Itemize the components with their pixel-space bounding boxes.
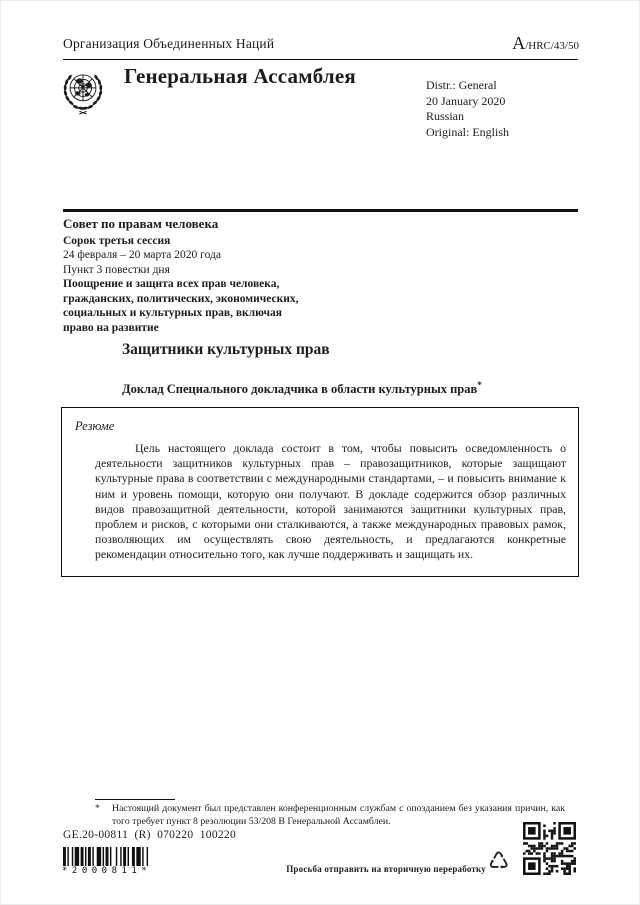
report-title: Защитники культурных прав — [122, 341, 330, 358]
summary-box — [61, 407, 579, 577]
summary-body: Цель настоящего доклада состоит в том, чтобы повысить осведомленность о деятельности защитников культурных прав – правозащитников, которые защищают культурные права в соответствии с международными стандартами, – и повысить внимание к ним и уровень помощи, которую они получают. В докладе содержится обзор различных видов правозащитной деятельности, которой занимаются защитники культурных прав, проблем и рисков, с которыми они сталкиваются, а также международных правовых рамок, позволяющих им осуществлять свою деятельность, и предлагаются конкретные рекомендации относительно того, как лучше поддерживать и защищать их. — [95, 441, 566, 562]
council-name: Совет по правам человека — [63, 216, 219, 231]
report-subtitle — [122, 380, 482, 397]
doc-symbol-letter: A — [512, 33, 526, 53]
doc-symbol-rest: /HRC/43/50 — [525, 40, 579, 52]
un-emblem-icon — [58, 65, 108, 117]
section-divider-rule — [63, 209, 578, 212]
session-block — [63, 217, 307, 335]
footnote-rule — [95, 799, 175, 800]
date-line: 20 January 2020 — [426, 93, 506, 108]
org-name: Организация Объединенных Наций — [63, 36, 275, 51]
doc-symbol — [512, 33, 579, 54]
barcode — [63, 847, 151, 866]
ge-number: GE.20-00811 (R) 070220 100220 — [63, 829, 237, 841]
agenda-item: Пункт 3 повестки дня — [63, 263, 170, 276]
distr-block — [426, 78, 509, 140]
distr-line: Distr.: General — [426, 78, 497, 92]
footnote-text: Настоящий документ был представлен конференционным службам с опозданием без указания причин, как того требует пункт 8 резолюции 53/208 В Генеральной Ассамблеи. — [112, 803, 565, 827]
footnote-marker: * — [95, 803, 100, 814]
recycle-notice: Просьба отправить на вторичную переработку — [286, 864, 486, 874]
qr-code — [523, 822, 576, 875]
barcode-text: *2000811* — [62, 866, 152, 876]
summary-label: Резюме — [75, 419, 115, 433]
report-subtitle-text: Доклад Специального докладчика в области культурных прав — [122, 382, 478, 397]
original-line: Original: English — [426, 124, 509, 139]
assembly-title: Генеральная Ассамблея — [124, 64, 356, 88]
recycle-icon: ♺ — [488, 847, 510, 875]
session-dates: 24 февраля – 20 марта 2020 года — [63, 249, 221, 261]
header-rule — [63, 59, 578, 60]
agenda-title: Поощрение и защита всех прав человека, гражданских, политических, экономических, социальных и культурных прав, включая право на развитие — [63, 278, 299, 334]
language-line: Russian — [426, 109, 465, 123]
subtitle-footnote-marker: * — [477, 380, 482, 390]
footnote — [95, 803, 565, 828]
session-name: Сорок третья сессия — [63, 234, 171, 247]
